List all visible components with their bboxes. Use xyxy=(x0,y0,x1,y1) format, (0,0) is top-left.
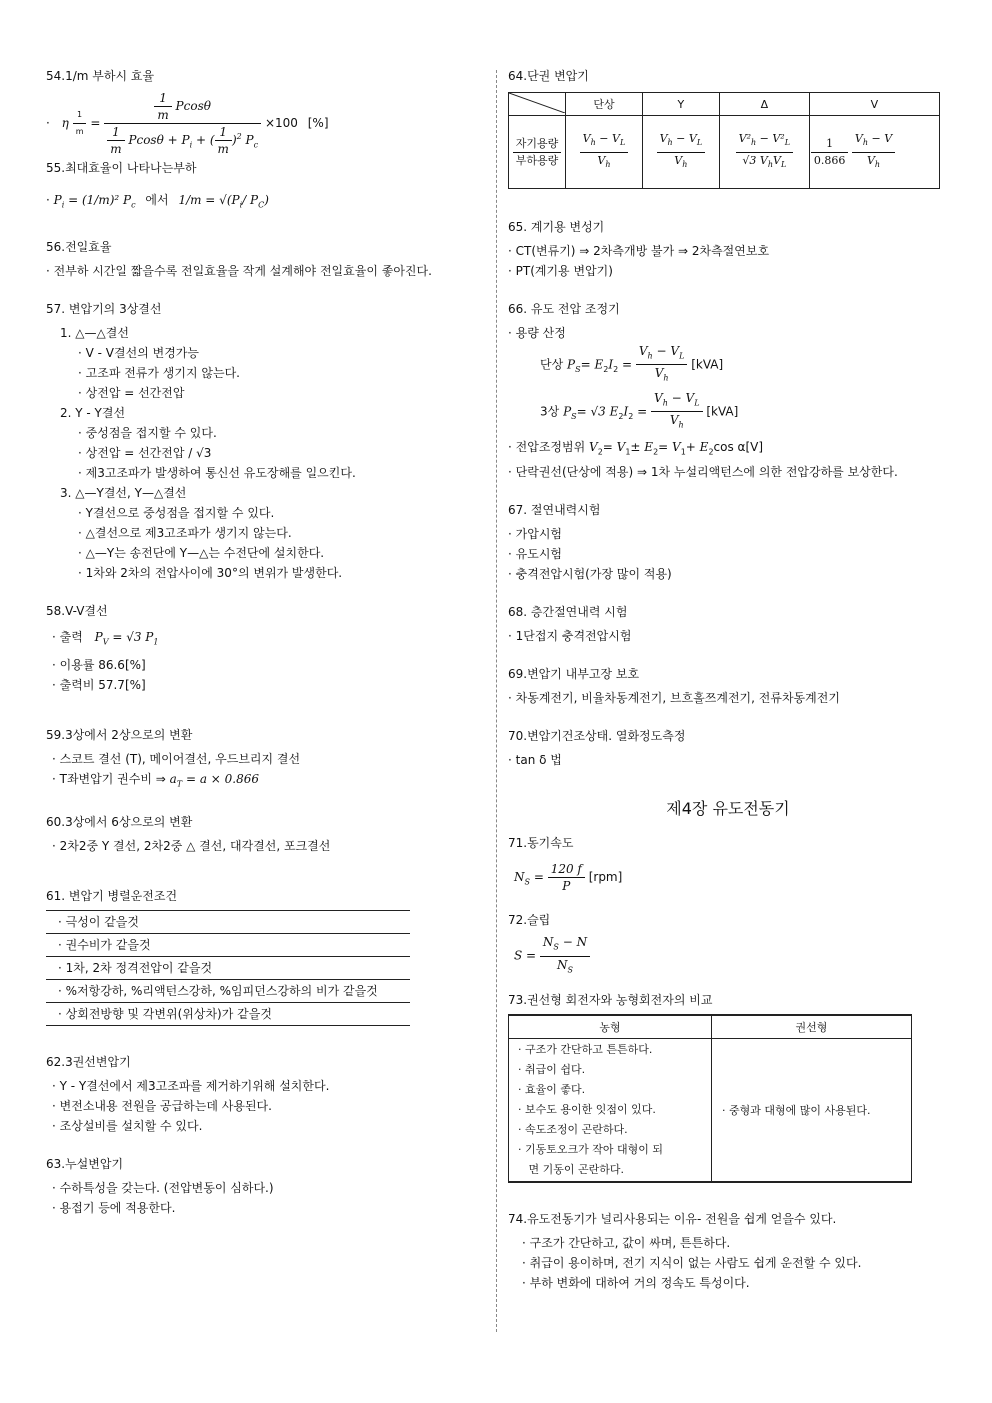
minus: − xyxy=(676,132,686,146)
v: V xyxy=(884,132,893,146)
voltage-range-formula xyxy=(508,437,948,462)
autotransformer-table xyxy=(508,92,940,189)
list-item: · 조상설비를 설치할 수 있다. xyxy=(52,1119,203,1134)
list-item: · 1단접지 충격전압시험 xyxy=(508,628,632,643)
sub-h: h xyxy=(605,159,611,169)
sub: 2 xyxy=(613,364,619,374)
v: V xyxy=(659,132,668,146)
sqrt-sub-i: i xyxy=(239,200,243,210)
cell-delta xyxy=(719,116,809,189)
table-row: · 극성이 같을것 xyxy=(46,911,410,934)
group-delta-delta: 1. △—△결선 xyxy=(60,326,129,341)
vv-output-formula xyxy=(46,625,476,654)
list-item: · 부하 변화에 대하여 거의 정속도 특성이다. xyxy=(522,1276,750,1291)
sub: S xyxy=(567,965,573,975)
den-m-2: m xyxy=(110,142,122,156)
list-item: · 용량 산정 xyxy=(508,326,566,340)
pi-sub: i xyxy=(61,200,65,210)
section-56 xyxy=(46,237,476,281)
v: V xyxy=(773,153,781,167)
one-over-m-3 xyxy=(215,124,232,157)
section-71 xyxy=(508,833,948,902)
list-item: · 효율이 좋다. xyxy=(518,1083,586,1097)
list-item: · 수하특성을 갖는다. (전압변동이 심하다.) xyxy=(52,1181,274,1196)
minus-n: − N xyxy=(562,935,588,950)
section-70-title: 70.변압기건조상태. 열화정도측정 xyxy=(508,728,686,743)
sub-l: L xyxy=(696,138,703,148)
num-one-3: 1 xyxy=(215,124,232,141)
sub: 2 xyxy=(628,411,634,421)
turns-ratio-label: · T좌변압기 권수비 ⇒ xyxy=(52,771,166,786)
table-row: · 권수비가 같을것 xyxy=(46,934,410,957)
label: · 전압조정범위 xyxy=(508,439,586,454)
list-item: · 구조가 간단하고, 값이 싸며, 튼튼하다. xyxy=(522,1236,731,1251)
section-60 xyxy=(46,812,476,856)
v-squared: V² xyxy=(738,132,751,146)
section-74-title: 74.유도전동기가 널리사용되는 이유- 전원을 쉽게 얻을수 있다. xyxy=(508,1212,837,1227)
sub: 1 xyxy=(680,446,686,456)
equals: = xyxy=(621,357,633,372)
sync-speed-formula xyxy=(508,857,948,902)
section-73-title: 73.권선형 회전자와 농형회전자의 비교 xyxy=(508,993,713,1008)
s-equals: S = xyxy=(514,948,537,963)
list-item: · 용접기 등에 적용한다. xyxy=(52,1201,176,1216)
sqrt3-p: = √3 P xyxy=(112,630,154,645)
list-item: · 상전압 = 선간전압 / √3 xyxy=(78,446,212,461)
list-item: · 단락권선(단상에 적용) ⇒ 1차 누설리액턴스에 의한 전압강하를 보상한다. xyxy=(508,464,898,479)
i: I xyxy=(623,404,629,419)
section-69 xyxy=(508,664,948,708)
unit: [kVA] xyxy=(706,404,739,419)
parallel-conditions-table xyxy=(46,910,410,1026)
v: V xyxy=(597,153,606,167)
section-68 xyxy=(508,602,948,646)
v: V xyxy=(688,132,697,146)
section-57 xyxy=(46,299,476,583)
connector-text: 에서 xyxy=(145,193,169,207)
section-55-title: 55.최대효율이 나타나는부하 xyxy=(46,161,197,175)
one-over-m-2 xyxy=(107,124,124,157)
pi-term: + P xyxy=(167,133,190,147)
pc-sub: c xyxy=(253,140,259,150)
pc-sub: c xyxy=(131,200,136,210)
p-sub: V xyxy=(102,637,109,647)
sub-l: L xyxy=(780,159,787,169)
efficiency-fraction xyxy=(104,90,261,157)
group-y-y: 2. Y - Y결선 xyxy=(60,406,126,421)
sub: 2 xyxy=(708,446,714,456)
chapter-title: 제4장 유도전동기 xyxy=(666,798,790,818)
col-header-single-phase: 단상 xyxy=(566,93,643,116)
col-header-wound-rotor: 권선형 xyxy=(712,1015,912,1039)
output-label: · 출력 xyxy=(52,630,83,645)
section-66 xyxy=(508,299,948,482)
diagonal-cell xyxy=(509,93,566,116)
section-64-title: 64.단권 변압기 xyxy=(508,69,589,83)
section-61 xyxy=(46,886,476,1026)
section-54-title: 54.1/m 부하시 효율 xyxy=(46,69,155,83)
sub: 2 xyxy=(597,446,603,456)
sub-l: L xyxy=(619,138,626,148)
wound-rotor-features: · 중형과 대형에 많이 사용된다. xyxy=(712,1039,912,1183)
denominator: P xyxy=(562,878,571,893)
sub-den: m xyxy=(75,127,84,136)
equals: = xyxy=(533,869,544,884)
fraction xyxy=(540,934,590,978)
self-capacity: 자기용량 xyxy=(513,136,562,153)
factor xyxy=(811,136,849,169)
a-expr: = a × 0.866 xyxy=(185,771,260,786)
section-67 xyxy=(508,500,948,584)
v: = V xyxy=(658,439,681,454)
sub-num: 1 xyxy=(73,107,87,124)
n: N xyxy=(557,957,568,972)
sub-h: h xyxy=(682,159,688,169)
label: 3상 xyxy=(540,404,560,419)
sqrt3-e: = √3 E xyxy=(576,404,619,419)
bullet: · xyxy=(46,116,50,130)
v: V xyxy=(866,153,875,167)
formula xyxy=(657,131,706,172)
i: I xyxy=(608,357,614,372)
section-57-title: 57. 변압기의 3상결선 xyxy=(46,302,162,317)
v: V xyxy=(854,132,863,146)
output-ratio: · 출력비 57.7[%] xyxy=(52,677,146,692)
v-squared: V² xyxy=(772,132,785,146)
v: V xyxy=(589,439,598,454)
section-56-title: 56.전일효율 xyxy=(46,240,112,255)
section-70 xyxy=(508,726,948,770)
list-item: · 변전소내용 전원을 공급하는데 사용된다. xyxy=(52,1099,272,1114)
unit: [kVA] xyxy=(691,357,724,372)
p1-sub: 1 xyxy=(153,637,159,647)
unit: [rpm] xyxy=(588,869,623,884)
e: = E xyxy=(580,357,604,372)
label: 단상 xyxy=(540,357,564,372)
section-58 xyxy=(46,601,476,694)
col-header-y: Y xyxy=(642,93,719,116)
one-over-m xyxy=(154,90,171,123)
sqrt-den: / P xyxy=(242,193,259,207)
times-100: ×100 xyxy=(264,116,298,130)
table-row: · 1차, 2차 정격전압이 같을것 xyxy=(46,957,410,980)
sub-h: h xyxy=(590,138,596,148)
sub-h: h xyxy=(874,159,881,169)
sub: 2 xyxy=(603,364,609,374)
plus-sign: + xyxy=(195,133,207,147)
section-62-title: 62.3권선변압기 xyxy=(46,1055,131,1070)
efficiency-denominator: $\frac{1}{m}$ $Pcos\theta + P_i$ + ( $\frac{1}{m}$ )$^2$ $P_c$ xyxy=(104,124,261,157)
section-59 xyxy=(46,725,476,794)
rotor-comparison-table xyxy=(508,1014,912,1183)
num-one-2: 1 xyxy=(107,124,124,141)
eta-subscript-fraction xyxy=(73,107,87,140)
section-60-line: · 2차2중 Y 결선, 2차2중 △ 결선, 대각결선, 포크결선 xyxy=(52,839,331,854)
efficiency-formula: · η $\frac{1}{m}$ = $\frac{1}{m}$ Pcosθ $\frac{1}{m}$ $Pcos\theta + P_i$ + ( $\frac{1}{m}$ )$^2$ $P_c$ ×100 [%] xyxy=(46,91,329,156)
sub-h: h xyxy=(750,138,757,148)
den-m-3: m xyxy=(217,142,229,156)
section-64 xyxy=(508,66,948,189)
list-item: 면 기동이 곤란하다. xyxy=(518,1163,624,1177)
col-header-delta: Δ xyxy=(719,93,809,116)
cos-term: cos α[V] xyxy=(713,439,764,454)
percent-unit: [%] xyxy=(307,116,329,130)
pi-symbol: P xyxy=(53,193,62,207)
list-item: · Y결선으로 중성점을 접지할 수 있다. xyxy=(78,506,275,521)
sub-h: h xyxy=(667,138,673,148)
section-67-title: 67. 절연내력시험 xyxy=(508,502,601,517)
sub: 1 xyxy=(625,446,631,456)
column-divider xyxy=(496,70,497,1332)
pcos-term-2: Pcosθ xyxy=(128,133,164,147)
v: = V xyxy=(602,439,626,454)
section-72-title: 72.슬립 xyxy=(508,913,551,928)
sub: 2 xyxy=(618,411,624,421)
group-delta-y: 3. △—Y결선, Y—△결선 xyxy=(60,486,187,501)
v: V xyxy=(611,132,620,146)
formula xyxy=(736,131,793,172)
list-item: · 상전압 = 선간전압 xyxy=(78,386,185,401)
section-60-title: 60.3상에서 6상으로의 변환 xyxy=(46,815,193,830)
n-sub: S xyxy=(524,877,530,887)
fraction xyxy=(548,861,585,894)
load-capacity: 부하용량 xyxy=(515,153,559,167)
list-item: · 중성점을 접지할 수 있다. xyxy=(78,426,217,441)
ratio: $\frac{V_h - V_L}{V_h}$ xyxy=(651,390,703,434)
list-item: · 1차와 2차의 전압사이에 30°의 변위가 발생한다. xyxy=(78,566,343,581)
list-item: · 유도시험 xyxy=(508,546,562,561)
col-header-squirrel-cage: 농형 xyxy=(509,1015,712,1039)
col-header-v: V xyxy=(809,93,939,116)
minus: − xyxy=(871,132,881,146)
list-item: · PT(계기용 변압기) xyxy=(508,264,613,278)
sub-h: h xyxy=(767,159,773,169)
sub-h: h xyxy=(862,138,868,148)
section-59-title: 59.3상에서 2상으로의 변환 xyxy=(46,727,193,742)
v: V xyxy=(674,153,683,167)
pi-sub: i xyxy=(189,140,193,150)
k-num: 1 xyxy=(811,136,849,153)
eta-symbol: η xyxy=(61,116,69,130)
list-item: · 가압시험 xyxy=(508,526,562,541)
list-item: · V - V결선의 변경가능 xyxy=(78,346,199,361)
section-56-line: · 전부하 시간일 짧을수록 전일효율을 작게 설계해야 전일효율이 좋아진다. xyxy=(46,264,432,279)
list-item: · 차동계전기, 비율차동계전기, 브흐홀쯔계전기, 전류차동계전기 xyxy=(508,690,840,705)
section-69-title: 69.변압기 내부고장 보호 xyxy=(508,666,640,681)
sqrt3-v: √3 V xyxy=(742,153,768,167)
section-63 xyxy=(46,1154,476,1218)
section-71-title: 71.동기속도 xyxy=(508,835,574,850)
a-sub: T xyxy=(176,779,183,789)
table-row: · %저항강하, %리액턴스강하, %임피던스강하의 비가 같을것 xyxy=(46,980,410,1003)
single-phase-capacity-formula xyxy=(508,343,948,390)
cell-y xyxy=(642,116,719,189)
e: + E xyxy=(685,439,709,454)
list-item: · 취급이 용이하며, 전기 지식이 없는 사람도 쉽게 운전할 수 있다. xyxy=(522,1256,862,1271)
utilization-rate: · 이용률 86.6[%] xyxy=(52,657,146,672)
p: P xyxy=(563,404,572,419)
p-sub: S xyxy=(571,411,577,421)
cell-v xyxy=(809,116,939,189)
left-column xyxy=(46,66,476,1218)
section-55 xyxy=(46,158,476,223)
list-item: · 충격전압시험(가장 많이 적용) xyxy=(508,566,672,581)
list-item: · 고조파 전류가 생기지 않는다. xyxy=(78,366,240,381)
section-65 xyxy=(508,217,948,281)
list-item: · △—Y는 송전단에 Y—△는 수전단에 설치한다. xyxy=(78,546,325,561)
list-item: · 기동토오크가 작아 대형이 되 xyxy=(518,1143,663,1157)
ratio: $\frac{V_h - V_L}{V_h}$ xyxy=(636,343,688,387)
p-symbol: P xyxy=(94,630,103,645)
section-65-title: 65. 계기용 변성기 xyxy=(508,220,605,234)
pcos-term: Pcosθ xyxy=(175,99,211,113)
section-63-title: 63.누설변압기 xyxy=(46,1157,124,1172)
list-item: · CT(변류기) ⇒ 2차측개방 불가 ⇒ 2차측절연보호 xyxy=(508,244,770,258)
row-header xyxy=(509,116,566,189)
list-item: · 제3고조파가 발생하여 통신선 유도장해를 일으킨다. xyxy=(78,466,356,481)
n: N xyxy=(542,935,554,950)
formula xyxy=(580,131,629,172)
right-column xyxy=(508,66,948,1293)
list-item: · tan δ 법 xyxy=(508,752,562,767)
list-item: · Y - Y결선에서 제3고조파를 제거하기위해 설치한다. xyxy=(52,1079,330,1094)
sub: 2 xyxy=(653,446,659,456)
e: ± E xyxy=(630,439,654,454)
diagonal-line xyxy=(509,93,565,113)
section-58-title: 58.V-V결선 xyxy=(46,604,108,619)
section-72 xyxy=(508,910,948,978)
v: V xyxy=(582,132,591,146)
efficiency-numerator xyxy=(104,90,261,124)
squirrel-cage-features xyxy=(509,1039,712,1183)
section-61-title: 61. 변압기 병렬운전조건 xyxy=(46,889,178,904)
three-phase-capacity-formula xyxy=(508,390,948,437)
capacity-ratio xyxy=(513,136,562,169)
k-den: 0.866 xyxy=(813,153,846,167)
section-54 xyxy=(46,66,476,156)
section-74 xyxy=(508,1209,948,1293)
section-66-title: 66. 유도 전압 조정기 xyxy=(508,302,620,316)
den-m: m xyxy=(157,108,169,122)
list-item: · 구조가 간단하고 튼튼하다. xyxy=(518,1043,653,1057)
list-item: · 취급이 쉽다. xyxy=(518,1063,586,1077)
p: P xyxy=(567,357,576,372)
num-one: 1 xyxy=(154,90,171,107)
n: N xyxy=(514,869,525,884)
numerator: 120 f xyxy=(548,861,585,878)
a-symbol: a xyxy=(169,771,177,786)
slip-formula xyxy=(508,934,948,978)
sub-l: L xyxy=(784,138,791,148)
section-59-line: · 스코트 결선 (T), 메이어결선, 우드브리지 결선 xyxy=(52,751,301,766)
minus: − xyxy=(599,132,609,146)
section-68-title: 68. 층간절연내력 시험 xyxy=(508,604,628,619)
sub: S xyxy=(553,942,559,952)
sqrt-close: ) xyxy=(264,193,269,207)
table-row: · 상회전방향 및 각변위(위상차)가 같을것 xyxy=(46,1003,410,1026)
list-item: · 속도조정이 곤란하다. xyxy=(518,1123,628,1137)
list-item: · 보수도 용이한 잇점이 있다. xyxy=(518,1103,656,1117)
section-73 xyxy=(508,990,948,1183)
minus: − xyxy=(759,132,769,146)
formula xyxy=(852,131,895,172)
cell-single-phase xyxy=(566,116,643,189)
section-62 xyxy=(46,1052,476,1136)
max-efficiency-formula: · $P_i = (1/m)^2$ $P_c$ 에서 $1/m = √(P_i/$ $P_C$) xyxy=(46,193,269,210)
pc-expr: = (1/m)² P xyxy=(68,193,132,207)
list-item: · △결선으로 제3고조파가 생기지 않는다. xyxy=(78,526,292,541)
turns-ratio-formula xyxy=(46,769,476,794)
equals: = xyxy=(637,404,648,419)
pc-term: P xyxy=(245,133,254,147)
sqrt-expr: 1/m = √(P xyxy=(178,193,240,207)
p-sub: S xyxy=(575,364,581,374)
